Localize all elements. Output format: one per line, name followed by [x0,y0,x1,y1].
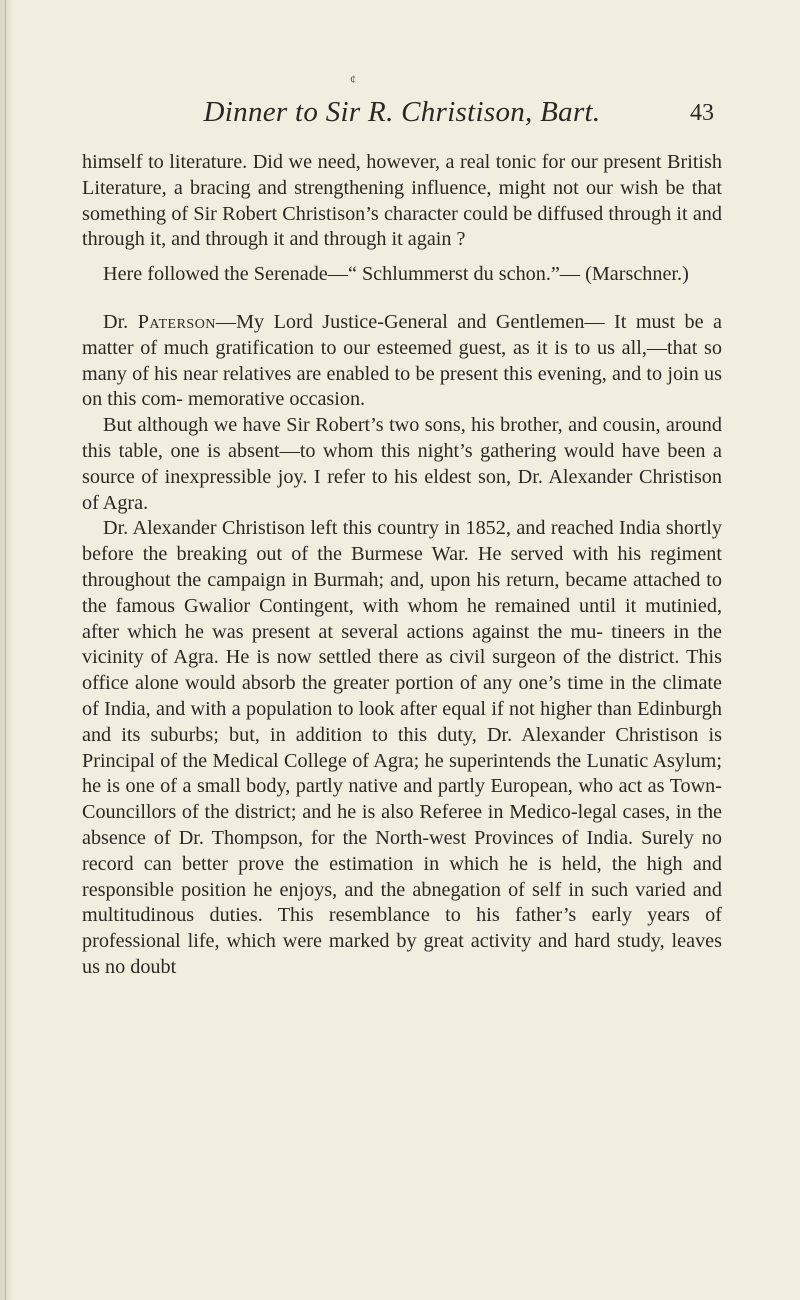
paragraph-absent-son: But although we have Sir Robert’s two sons, his brother, and cousin, around this table, one is absent—to whom this night’s gathering would have been a source of inexpressible joy. I refer to his eldest son, Dr. Alexander Christison of Agra. [82,414,722,514]
running-header [82,72,722,136]
paragraph-continued: himself to literature. Did we need, however, a real tonic for our present British Literature, a bracing and strengthening influence, might not our wish be that something of Sir Robert Christison’s character could be diffused through it and through it, and through it and through it again ? [82,151,722,251]
page-edge-line [5,0,6,1300]
page-number: 43 [690,100,714,126]
book-page [82,72,722,981]
body-text [82,150,722,981]
speaker-name: Paterson [137,310,216,333]
paragraph-speech-text: —My Lord Justice-General and Gentlemen— It must be a matter of much gratification to our esteemed guest, as it is to us all,—that so many of his near relatives are enabled to be present this evening, and to join us on this com- memorative occasion. [82,310,722,411]
page-edge-shadow [0,0,14,1300]
paragraph-serenade: Here followed the Serenade—“ Schlummerst du schon.”— (Marschner.) [103,263,689,286]
running-head-title: Dinner to Sir R. Christison, Bart. [203,96,601,128]
paragraph-paterson-speech [82,310,722,413]
header-mark: ¢ [350,72,356,86]
paragraph-alexander-christison: Dr. Alexander Christison left this country in 1852, and reached India shortly before the breaking out of the Burmese War. He served with his regiment throughout the campaign in Burmah; and, upon his return, became attached to the famous Gwalior Contingent, with whom he remained until it mutinied, after which he was present at several actions against the mu- tineers in the vicinity of Agra. He is now settled there as civil surgeon of the district. This office alone would absorb the greater portion of any one’s time in the climate of India, and with a population to look after equal if not higher than Edinburgh and its suburbs; but, in addition to this duty, Dr. Alexander Christison is Principal of the Medical College of Agra; he superintends the Lunatic Asylum; he is one of a small body, partly native and partly European, who act as Town-Councillors of the district; and he is also Referee in Medico-legal cases, in the absence of Dr. Thompson, for the North-west Provinces of India. Surely no record can better prove the estimation in which he is held, the high and responsible position he enjoys, and the abnegation of self in such varied and multitudinous duties. This resemblance to his father’s early years of professional life, which were marked by great activity and hard study, leaves us no doubt [82,517,722,978]
paragraph-lead: Dr. [103,310,138,333]
